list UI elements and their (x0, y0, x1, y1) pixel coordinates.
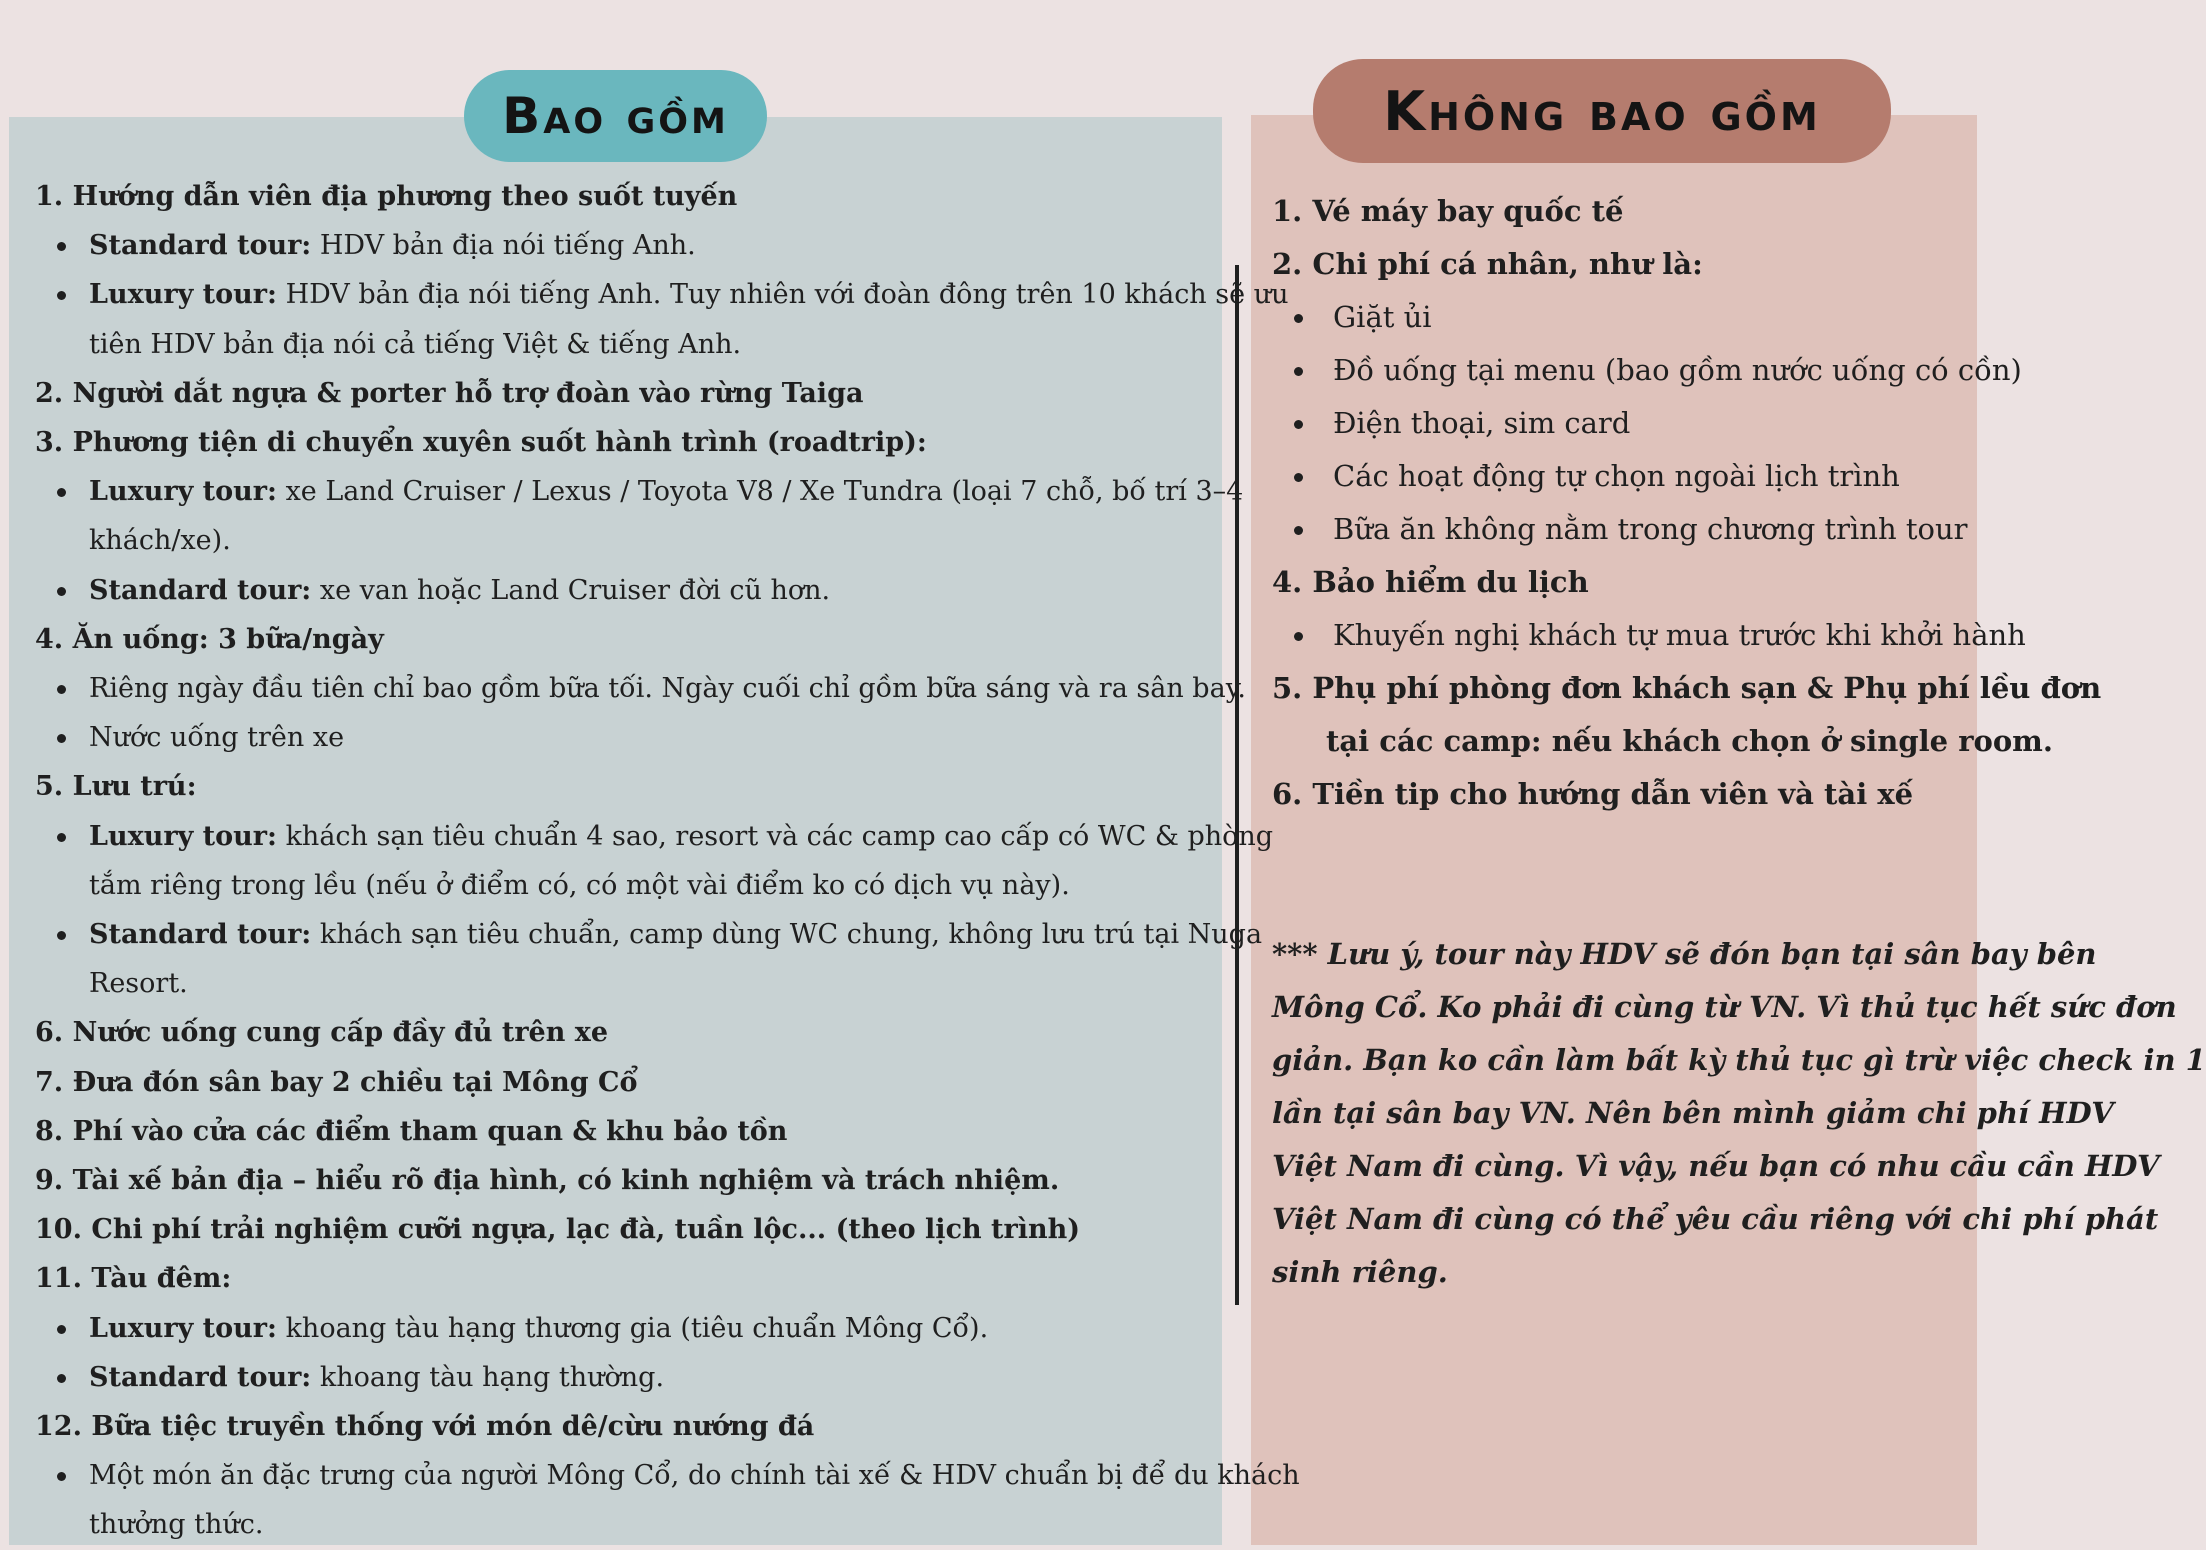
item-number: 10. (35, 1214, 82, 1246)
bold-text: Phí vào cửa các điểm tham quan & khu bảo tồn (72, 1115, 788, 1147)
bold-text: 1. Vé máy bay quốc tế (1272, 194, 1624, 228)
section-heading (1272, 662, 2102, 715)
bold-text: 4. Bảo hiểm du lịch (1272, 565, 1589, 599)
section-heading (35, 1008, 1215, 1057)
body-text: khoang tàu hạng thương gia (tiêu chuẩn Mông Cổ). (285, 1312, 989, 1344)
continuation-line (35, 1500, 1215, 1549)
excluded-list (1272, 185, 2102, 821)
bullet-item (35, 910, 1263, 959)
section-heading (35, 1402, 1215, 1451)
item-number: 4. (35, 623, 64, 655)
body-text: HDV bản địa nói tiếng Anh. Tuy nhiên với đoàn đông trên 10 khách sẽ ưu (285, 279, 1289, 311)
item-number: 2. (1272, 247, 1303, 281)
body-text: khách/xe). (89, 525, 231, 557)
item-number: 11. (35, 1263, 82, 1295)
bullet-item (1272, 344, 2022, 397)
included-title-badge: Bao gồm (464, 70, 767, 162)
bold-text: Luxury tour: (89, 279, 277, 311)
included-list (35, 172, 1300, 1550)
bullet-item (35, 1451, 1300, 1500)
bold-text: Chi phí trải nghiệm cưỡi ngựa, lạc đà, tuần lộc... (theo lịch trình) (91, 1214, 1081, 1246)
bullet-item (1272, 291, 1982, 344)
note-line: Việt Nam đi cùng. Vì vậy, nếu bạn có nhu cầu cần HDV (1272, 1149, 2160, 1183)
section-heading (1272, 238, 1982, 291)
body-text: Resort. (89, 968, 188, 1000)
bold-text: Nước uống cung cấp đầy đủ trên xe (72, 1017, 609, 1049)
continuation-line (35, 320, 1215, 369)
bold-text: Hướng dẫn viên địa phương theo suốt tuyến (72, 181, 738, 212)
section-heading (35, 418, 1215, 467)
bullet-item (35, 566, 1215, 615)
bold-text: Standard tour: (89, 1361, 312, 1393)
note-line: *** Lưu ý, tour này HDV sẽ đón bạn tại sân bay bên (1272, 937, 2097, 971)
bullet-item (1272, 450, 1982, 503)
bold-text: 6. Tiền tip cho hướng dẫn viên và tài xế (1272, 777, 1914, 811)
bullet-item (35, 1304, 1215, 1353)
section-heading (35, 369, 1215, 418)
bullet-item (1272, 503, 1982, 556)
bold-text: Luxury tour: (89, 820, 277, 852)
item-number: 1. (35, 181, 64, 212)
bold-text: Standard tour: (89, 574, 312, 606)
section-heading (35, 762, 1215, 811)
section-heading (1272, 185, 1982, 238)
bold-text: Chi phí cá nhân, như là: (1312, 247, 1703, 281)
bold-text: Tàu đêm: (91, 1263, 232, 1295)
body-text: HDV bản địa nói tiếng Anh. (319, 230, 696, 262)
note-line: Mông Cổ. Ko phải đi cùng từ VN. Vì thủ tục hết sức đơn (1272, 990, 2177, 1024)
column-divider (1235, 265, 1239, 1305)
body-text: Nước uống trên xe (89, 722, 345, 754)
section-heading (1272, 768, 1982, 821)
bullet-item (35, 1353, 1215, 1402)
bullet-item (35, 812, 1274, 861)
body-text: Khuyến nghị khách tự mua trước khi khởi hành (1333, 618, 2026, 652)
bold-text: 5. Phụ phí phòng đơn khách sạn & Phụ phí lều đơn (1272, 671, 2102, 705)
bold-text: Người dắt ngựa & porter hỗ trợ đoàn vào rừng Taiga (72, 377, 864, 409)
bold-text: Luxury tour: (89, 1312, 277, 1344)
item-number: 6. (35, 1017, 64, 1049)
body-text: xe Land Cruiser / Lexus / Toyota V8 / Xe Tundra (loại 7 chỗ, bố trí 3–4 (285, 476, 1244, 508)
body-text: khoang tàu hạng thường. (319, 1361, 665, 1393)
continuation-line (35, 516, 1215, 565)
note-line: giản. Bạn ko cần làm bất kỳ thủ tục gì trừ việc check in 1 (1272, 1043, 2206, 1077)
section-heading (35, 1205, 1215, 1254)
note-text (1272, 928, 2206, 1299)
body-text: khách sạn tiêu chuẩn 4 sao, resort và các camp cao cấp có WC & phòng (285, 820, 1274, 852)
body-text: Điện thoại, sim card (1333, 406, 1631, 440)
item-number: 7. (35, 1066, 64, 1098)
body-text: xe van hoặc Land Cruiser đời cũ hơn. (319, 574, 831, 606)
body-text: tiên HDV bản địa nói cả tiếng Việt & tiếng Anh. (89, 328, 742, 360)
item-number: 5. (35, 771, 64, 803)
item-number: 8. (35, 1115, 64, 1147)
bullet-item (35, 221, 1215, 270)
bold-text: Luxury tour: (89, 476, 277, 508)
item-number: 12. (35, 1411, 82, 1443)
section-heading (1272, 556, 1982, 609)
body-text: Một món ăn đặc trưng của người Mông Cổ, do chính tài xế & HDV chuẩn bị để du khách (89, 1460, 1300, 1492)
bold-text: Bữa tiệc truyền thống với món dê/cừu nướng đá (91, 1411, 815, 1443)
item-number: 3. (35, 427, 64, 459)
item-number: 2. (35, 377, 64, 409)
section-heading (35, 1107, 1215, 1156)
note-line: lần tại sân bay VN. Nên bên mình giảm chi phí HDV (1272, 1096, 2114, 1130)
body-text: Các hoạt động tự chọn ngoài lịch trình (1333, 459, 1900, 493)
bullet-item (35, 713, 1215, 762)
bold-text: Đưa đón sân bay 2 chiều tại Mông Cổ (72, 1066, 638, 1098)
excluded-title-badge: Không bao gồm (1313, 59, 1891, 163)
body-text: Đồ uống tại menu (bao gồm nước uống có cồn) (1333, 353, 2022, 387)
bullet-item (35, 664, 1246, 713)
bold-text: Phương tiện di chuyển xuyên suốt hành trình (roadtrip): (72, 427, 927, 459)
bullet-item (35, 467, 1244, 516)
continuation-line (35, 959, 1215, 1008)
body-text: khách sạn tiêu chuẩn, camp dùng WC chung, không lưu trú tại Nuga (319, 919, 1263, 951)
bullet-item (1272, 609, 2026, 662)
section-heading (35, 1254, 1215, 1303)
section-heading (35, 1058, 1215, 1107)
note-line: Việt Nam đi cùng có thể yêu cầu riêng với chi phí phát (1272, 1202, 2159, 1236)
body-text: Riêng ngày đầu tiên chỉ bao gồm bữa tối. Ngày cuối chỉ gồm bữa sáng và ra sân bay. (89, 673, 1246, 705)
continuation-line (35, 861, 1215, 910)
bold-text: tại các camp: nếu khách chọn ở single room. (1326, 724, 2053, 758)
bold-text: Standard tour: (89, 919, 312, 951)
bullet-item (35, 270, 1289, 319)
item-number: 9. (35, 1165, 64, 1197)
bold-text: Standard tour: (89, 230, 312, 262)
note-line: sinh riêng. (1272, 1255, 1448, 1289)
body-text: Giặt ủi (1333, 300, 1432, 334)
bullet-item (1272, 397, 1982, 450)
bold-text: Lưu trú: (72, 771, 197, 803)
bold-text: Tài xế bản địa – hiểu rõ địa hình, có kinh nghiệm và trách nhiệm. (72, 1165, 1060, 1197)
bold-text: Ăn uống: 3 bữa/ngày (72, 623, 384, 655)
section-heading (35, 1156, 1215, 1205)
body-text: Bữa ăn không nằm trong chương trình tour (1333, 512, 1968, 546)
section-heading (35, 615, 1215, 664)
body-text: tắm riêng trong lều (nếu ở điểm có, có một vài điểm ko có dịch vụ này). (89, 869, 1070, 901)
body-text: thưởng thức. (89, 1509, 264, 1541)
section-heading (35, 172, 1215, 221)
continuation-line (1272, 715, 2053, 768)
